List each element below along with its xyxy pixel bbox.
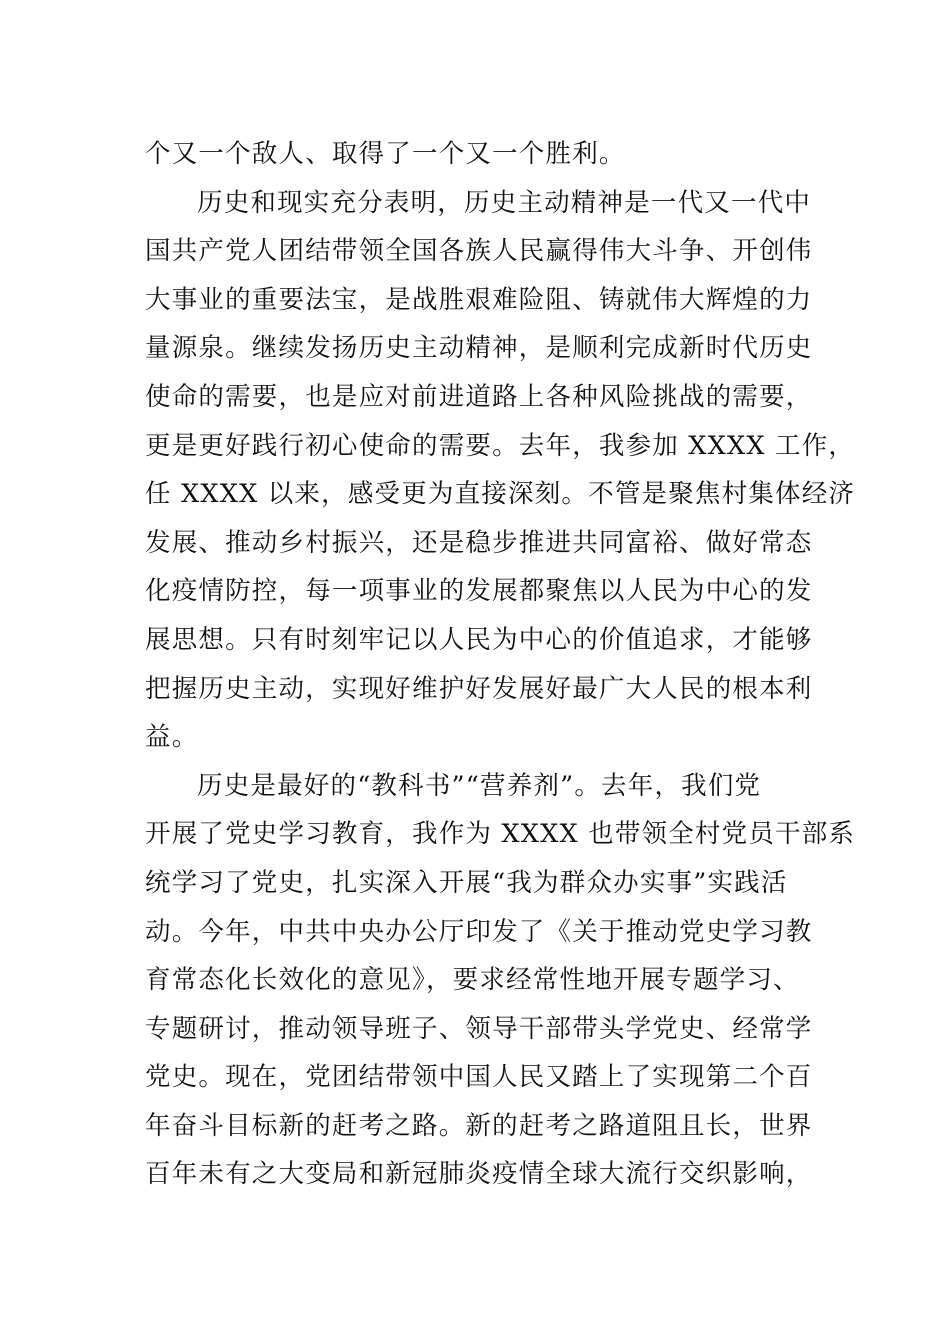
text-line: 更是更好践行初心使命的需要。去年，我参加 XXXX 工作， bbox=[145, 430, 856, 461]
paragraph-start-line: 历史和现实充分表明，历史主动精神是一代又一代中 bbox=[197, 187, 812, 218]
text-line: 专题研讨，推动领导班子、领导干部带头学党史、经常学 bbox=[145, 1013, 813, 1044]
text-line: 益。 bbox=[145, 722, 199, 753]
document-body bbox=[145, 130, 856, 1199]
text-line: 大事业的重要法宝，是战胜艰难险阻、铸就伟大辉煌的力 bbox=[145, 284, 813, 315]
text-line: 任 XXXX 以来，感受更为直接深刻。不管是聚焦村集体经济 bbox=[145, 479, 856, 510]
text-line: 把握历史主动，实现好维护好发展好最广大人民的根本利 bbox=[145, 673, 813, 704]
text-line: 国共产党人团结带领全国各族人民赢得伟大斗争、开创伟 bbox=[145, 236, 813, 267]
text-line: 发展、推动乡村振兴，还是稳步推进共同富裕、做好常态 bbox=[145, 527, 813, 558]
text-line: 统学习了党史，扎实深入开展“我为群众办实事”实践活 bbox=[145, 867, 788, 898]
text-line: 百年未有之大变局和新冠肺炎疫情全球大流行交织影响， bbox=[145, 1159, 813, 1190]
text-line: 育常态化长效化的意见》，要求经常性地开展专题学习、 bbox=[145, 965, 800, 996]
text-line: 个又一个敌人、取得了一个又一个胜利。 bbox=[145, 139, 626, 169]
text-line: 动。今年，中共中央办公厅印发了《关于推动党史学习教 bbox=[145, 916, 813, 947]
text-line: 党史。现在，党团结带领中国人民又踏上了实现第二个百 bbox=[145, 1062, 813, 1093]
paragraph-start-line: 历史是最好的“教科书”“营养剂”。去年，我们党 bbox=[197, 770, 762, 801]
text-line: 开展了党史学习教育，我作为 XXXX 也带领全村党员干部系 bbox=[145, 819, 856, 850]
text-line: 量源泉。继续发扬历史主动精神，是顺利完成新时代历史 bbox=[145, 333, 813, 364]
text-line: 使命的需要，也是应对前进道路上各种风险挑战的需要， bbox=[145, 381, 813, 412]
text-line: 化疫情防控，每一项事业的发展都聚焦以人民为中心的发 bbox=[145, 576, 813, 607]
text-line: 年奋斗目标新的赶考之路。新的赶考之路道阻且长，世界 bbox=[145, 1110, 813, 1141]
text-line: 展思想。只有时刻牢记以人民为中心的价值追求，才能够 bbox=[145, 624, 813, 655]
